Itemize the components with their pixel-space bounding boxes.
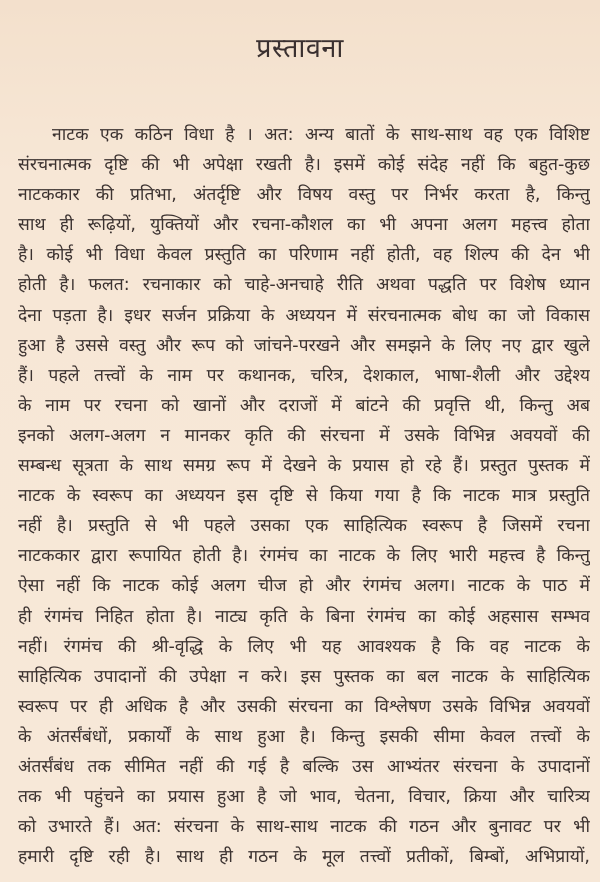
text-line: होती है। फलत: रचनाकार को चाहे-अनचाहे रीति अथवा पद्धति पर विशेष ध्यान [18, 275, 590, 296]
text-line: देना पड़ता है। इधर सर्जन प्रक्रिया के अध्ययन में संरचनात्मक बोध का जो विकास [18, 305, 590, 326]
text-line: संरचनात्मक दृष्टि की भी अपेक्षा रखती है। इसमें कोई संदेह नहीं कि बहुत-कुछ [18, 155, 590, 176]
text-line: के नाम पर रचना को खानों और दराजों में बांटने की प्रवृत्ति थी, किन्तु अब [18, 395, 590, 416]
text-line: नाटककार की प्रतिभा, अंतर्दृष्टि और विषय वस्तु पर निर्भर करता है, किन्तु [18, 185, 590, 206]
text-line: इनको अलग-अलग न मानकर कृति की संरचना में उसके विभिन्न अवयवों की [18, 425, 590, 446]
text-line: अंतर्संबंध तक सीमित नहीं की गई है बल्कि उस आभ्यंतर संरचना के उपादानों [18, 756, 590, 777]
text-line: है। कोई भी विधा केवल प्रस्तुति का परिणाम नहीं होती, वह शिल्प की देन भी [18, 245, 590, 266]
text-line: ऐसा नहीं कि नाटक कोई अलग चीज हो और रंगमंच अलग। नाटक के पाठ में [18, 576, 590, 597]
text-line: साहित्यिक उपादानों की उपेक्षा न करे। इस पुस्तक का बल नाटक के साहित्यिक [18, 666, 590, 687]
text-line: हैं। पहले तत्त्वों के नाम पर कथानक, चरित्र, देशकाल, भाषा-शैली और उद्देश्य [18, 365, 590, 386]
text-line: नहीं है। प्रस्तुति से भी पहले उसका एक साहित्यिक स्वरूप है जिसमें रचना [18, 516, 590, 537]
text-line: साथ ही रूढ़ियों, युक्तियों और रचना-कौशल का भी अपना अलग महत्त्व होता [18, 215, 590, 236]
text-line: के अंतर्संबंधों, प्रकार्यों के साथ हुआ है। किन्तु इसकी सीमा केवल तत्त्वों के [18, 726, 590, 747]
text-line: हुआ है उससे वस्तु और रूप को जांचने-परखने और समझने के लिए नए द्वार खुले [18, 335, 590, 356]
text-line: सम्बन्ध सूत्रता के साथ समग्र रूप में देखने के प्रयास हो रहे हैं। प्रस्तुत पुस्तक में [18, 456, 590, 477]
text-line: नाटककार द्वारा रूपायित होती है। रंगमंच का नाटक के लिए भारी महत्त्व है किन्तु [18, 546, 590, 567]
page-title: प्रस्तावना [256, 33, 344, 64]
text-line: स्वरूप पर ही अधिक है और उसकी संरचना का विश्लेषण उसके विभिन्न अवयवों [18, 696, 590, 717]
text-line: नाटक एक कठिन विधा है । अत: अन्य बातों के साथ-साथ वह एक विशिष्ट [52, 125, 590, 145]
text-line: हमारी दृष्टि रही है। साथ ही गठन के मूल तत्त्वों प्रतीकों, बिम्बों, अभिप्रायों, [18, 847, 590, 868]
text-line: तक भी पहुंचने का प्रयास हुआ है जो भाव, चेतना, विचार, क्रिया और चारित्र्य [18, 787, 590, 808]
text-line: नहीं। रंगमंच की श्री-वृद्धि के लिए भी यह आवश्यक है कि वह नाटक के [18, 636, 590, 657]
text-line: नाटक के स्वरूप का अध्ययन इस दृष्टि से किया गया है कि नाटक मात्र प्रस्तुति [18, 486, 590, 507]
text-line: को उभारते हैं। अत: संरचना के साथ-साथ नाटक की गठन और बुनावट पर भी [18, 817, 590, 838]
preface-body-text [18, 120, 590, 872]
text-line: ही रंगमंच निहित होता है। नाट्य कृति के बिना रंगमंच का कोई अहसास सम्भव [18, 606, 590, 627]
